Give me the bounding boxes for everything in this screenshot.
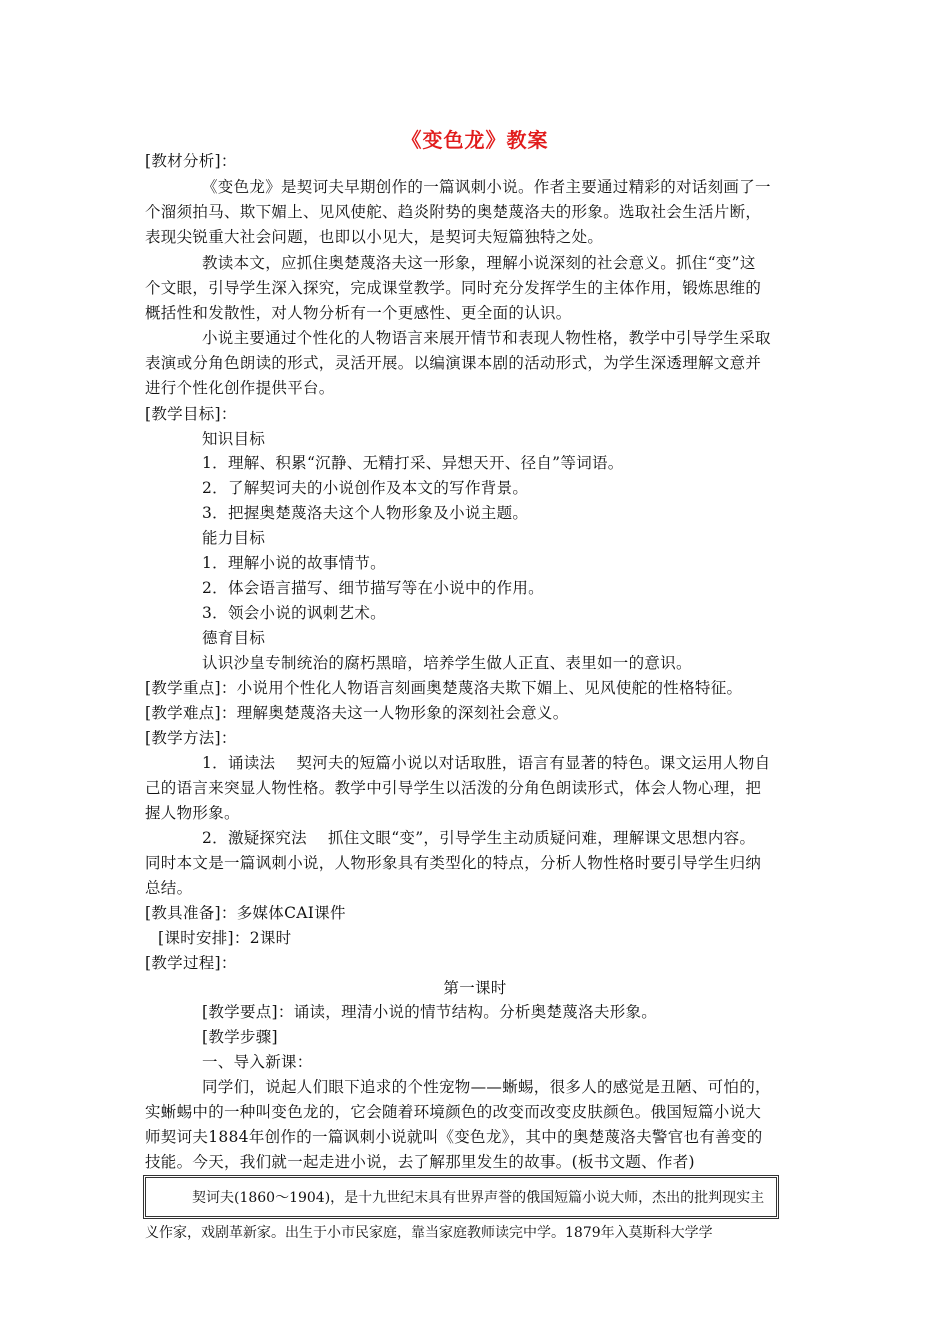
section-heading: [教材分析]： [145, 152, 237, 170]
section-heading: [教具准备]：多媒体CAI课件 [145, 904, 346, 922]
subheading: 一、导入新课： [202, 1053, 313, 1071]
paragraph-line: 认识沙皇专制统治的腐朽黑暗，培养学生做人正直、表里如一的意识。 [202, 654, 692, 672]
section-heading: [课时安排]：2课时 [158, 929, 292, 947]
paragraph-line: 个文眼，引导学生深入探究，完成课堂教学。同时充分发挥学生的主体作用，锻炼思维的 [145, 279, 762, 297]
paragraph-line: 师契诃夫1884年创作的一篇讽刺小说就叫《变色龙》，其中的奥楚蔑洛夫警官也有善变的 [145, 1128, 763, 1146]
paragraph-line: 小说主要通过个性化的人物语言来展开情节和表现人物性格，教学中引导学生采取 [202, 329, 771, 347]
lesson-heading: 第一课时 [443, 979, 507, 997]
paragraph-line: 技能。今天，我们就一起走进小说，去了解那里发生的故事。(板书文题、作者) [145, 1153, 695, 1171]
subheading: 德育目标 [202, 629, 266, 647]
paragraph-line: 表演或分角色朗读的形式，灵活开展。以编演课本剧的活动形式，为学生深透理解文意并 [145, 354, 762, 372]
section-heading: [教学难点]：理解奥楚蔑洛夫这一人物形象的深刻社会意义。 [145, 704, 569, 722]
paragraph-line: 总结。 [145, 879, 193, 897]
section-heading: [教学方法]： [145, 729, 237, 747]
list-item: 2．了解契诃夫的小说创作及本文的写作背景。 [202, 479, 529, 497]
section-heading: [教学过程]： [145, 954, 237, 972]
section-heading: [教学重点]：小说用个性化人物语言刻画奥楚蔑洛夫欺下媚上、见风使舵的性格特征。 [145, 679, 743, 697]
paragraph-line: 同学们，说起人们眼下追求的个性宠物——蜥蜴，很多人的感觉是丑陋、可怕的， [202, 1078, 771, 1096]
list-item: 3．把握奥楚蔑洛夫这个人物形象及小说主题。 [202, 504, 529, 522]
paragraph-line: 实蜥蜴中的一种叫变色龙的，它会随着环境颜色的改变而改变皮肤颜色。俄国短篇小说大 [145, 1103, 762, 1121]
paragraph-line: 教读本文，应抓住奥楚蔑洛夫这一形象，理解小说深刻的社会意义。抓住“变”这 [202, 254, 756, 272]
paragraph-line: 2．激疑探究法 抓住文眼“变”，引导学生主动质疑问难，理解课文思想内容。 [202, 829, 756, 847]
paragraph-line: 己的语言来突显人物性格。教学中引导学生以活泼的分角色朗读形式，体会人物心理，把 [145, 779, 762, 797]
section-heading: [教学目标]： [145, 405, 237, 423]
paragraph-line: 个溜须拍马、欺下媚上、见风使舵、趋炎附势的奥楚蔑洛夫的形象。选取社会生活片断， [145, 203, 762, 221]
list-item: 2．体会语言描写、细节描写等在小说中的作用。 [202, 579, 544, 597]
paragraph-line: 握人物形象。 [145, 804, 240, 822]
paragraph-line: 1．诵读法 契河夫的短篇小说以对话取胜，语言有显著的特色。课文运用人物自 [202, 754, 771, 772]
subheading: 知识目标 [202, 430, 266, 448]
author-info-line: 义作家，戏剧革新家。出生于小市民家庭，靠当家庭教师读完中学。1879年入莫斯科大学学 [145, 1225, 713, 1241]
paragraph-line: 进行个性化创作提供平台。 [145, 379, 335, 397]
list-item: 1．理解小说的故事情节。 [202, 554, 386, 572]
subheading: [教学步骤] [202, 1028, 278, 1046]
paragraph-line: 概括性和发散性，对人物分析有一个更感性、更全面的认识。 [145, 304, 572, 322]
list-item: 3．领会小说的讽刺艺术。 [202, 604, 386, 622]
paragraph-line: [教学要点]：诵读，理清小说的情节结构。分析奥楚蔑洛夫形象。 [202, 1003, 658, 1021]
paragraph-line: 表现尖锐重大社会问题，也即以小见大，是契诃夫短篇独特之处。 [145, 228, 604, 246]
paragraph-line: 同时本文是一篇讽刺小说，人物形象具有类型化的特点，分析人物性格时要引导学生归纳 [145, 854, 762, 872]
subheading: 能力目标 [202, 529, 266, 547]
author-info-line: 契诃夫(1860～1904)，是十九世纪末具有世界声誉的俄国短篇小说大师，杰出的批判现实主 [192, 1190, 765, 1206]
list-item: 1．理解、积累“沉静、无精打采、异想天开、径自”等词语。 [202, 454, 624, 472]
paragraph-line: 《变色龙》是契诃夫早期创作的一篇讽刺小说。作者主要通过精彩的对话刻画了一 [202, 178, 771, 196]
document-title: 《变色龙》教案 [401, 128, 549, 152]
